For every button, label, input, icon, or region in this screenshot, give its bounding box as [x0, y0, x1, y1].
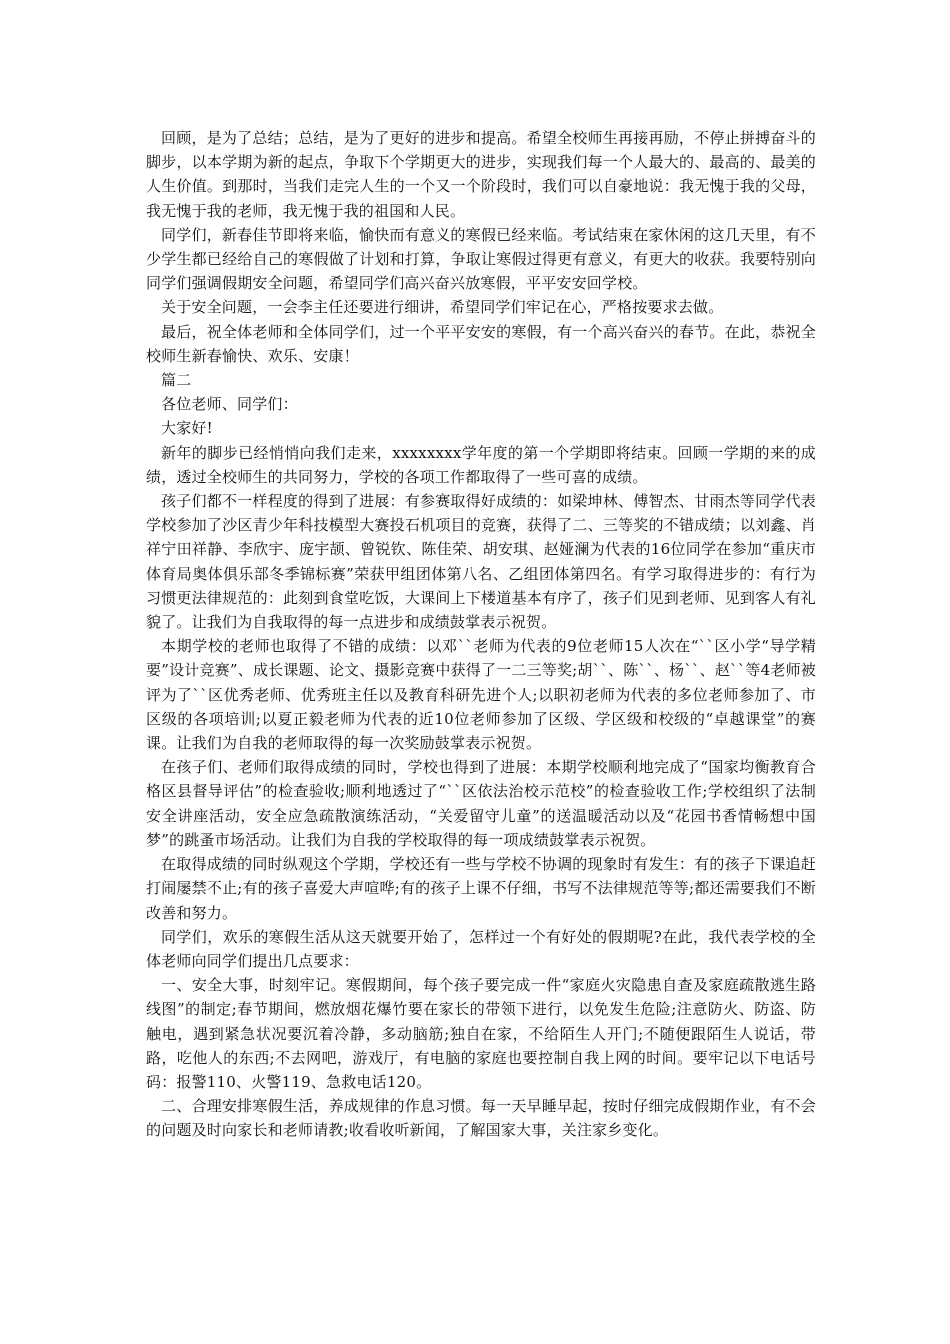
greeting: 大家好!: [161, 419, 213, 438]
paragraph-teacher-achievements: 本期学校的老师也取得了不错的成绩：以邓``老师为代表的9位老师15人次在“``区小学“导学精要”设计竞赛”、成长课题、论文、摄影竞赛中获得了一二三等奖;胡``、陈``、杨``、赵``等4老师被评为了``区优秀老师、优秀班主任以及教育科研先进个人;以职初老师为代表的多位老师参加了、市区级的各项培训;以夏正毅老师为代表的近10位老师参加了区级、学区级和校级的“卓越课堂”的赛课。让我们为自我的老师取得的每一次奖励鼓掌表示祝贺。: [146, 637, 816, 753]
paragraph-student-progress: 孩子们都不一样程度的得到了进展：有参赛取得好成绩的：如梁坤林、傅智杰、甘雨杰等同学代表学校参加了沙区青少年科技模型大赛投石机项目的竞赛，获得了二、三等奖的不错成绩；以刘鑫、肖祥宁田祥静、李欣宇、庞宇颉、曾锐钦、陈佳荣、胡安琪、赵娅澜为代表的16位同学在参加“重庆市体育局奥体俱乐部冬季锦标赛”荣获甲组团体第八名、乙组团体第四名。有学习取得进步的：有行为习惯更法律规范的：此刻到食堂吃饭，大课间上下楼道基本有序了，孩子们见到老师、见到客人有礼貌了。让我们为自我取得的每一点进步和成绩鼓掌表示祝贺。: [146, 492, 816, 632]
paragraph-safety-note: 关于安全问题，一会李主任还要进行细讲，希望同学们牢记在心，严格按要求去做。: [161, 298, 724, 317]
paragraph-requirement-schedule: 二、合理安排寒假生活，养成规律的作息习惯。每一天早睡早起，按时仔细完成假期作业，有不会的问题及时向家长和老师请教;收看收听新闻，了解国家大事，关注家乡变化。: [146, 1097, 816, 1140]
paragraph-winter-break: 同学们，新春佳节即将来临，愉快而有意义的寒假已经来临。考试结束在家休闲的这几天里，有不少学生都已经给自己的寒假做了计划和打算，争取让寒假过得更有意义，有更大的收获。我要特别向同学们强调假期安全问题，希望同学们高兴奋兴放寒假，平平安安回学校。: [146, 225, 816, 293]
paragraph-problems: 在取得成绩的同时纵观这个学期，学校还有一些与学校不协调的现象时有发生：有的孩子下课追赶打闹屡禁不止;有的孩子喜爱大声喧哗;有的孩子上课不仔细，书写不法律规范等等;都还需要我们不断改善和努力。: [146, 855, 816, 922]
salutation: 各位老师、同学们：: [161, 395, 298, 414]
document-page: [146, 126, 816, 1143]
paragraph-requirements-intro: 同学们，欢乐的寒假生活从这天就要开始了，怎样过一个有好处的假期呢?在此，我代表学校的全体老师向同学们提出几点要求：: [146, 927, 816, 970]
paragraph-new-year: 新年的脚步已经悄悄向我们走来，xxxxxxxx学年度的第一个学期即将结束。回顾一学期的来的成绩，透过全校师生的共同努力，学校的各项工作都取得了一些可喜的成绩。: [146, 443, 816, 486]
paragraph-school-progress: 在孩子们、老师们取得成绩的同时，学校也得到了进展：本期学校顺利地完成了“国家均衡教育合格区县督导评估”的检查验收;顺利地透过了“``区依法治校示范校”的检查验收工作;学校组织了法制安全讲座活动，安全应急疏散演练活动，“关爱留守儿童”的送温暖活动以及“花园书香情畅想中国梦”的跳蚤市场活动。让我们为自我的学校取得的每一项成绩鼓掌表示祝贺。: [146, 758, 816, 849]
paragraph-review: 回顾，是为了总结；总结，是为了更好的进步和提高。希望全校师生再接再励，不停止拼搏奋斗的脚步，以本学期为新的起点，争取下个学期更大的进步，实现我们每一个人最大的、最高的、最美的人生价值。到那时，当我们走完人生的一个又一个阶段时，我们可以自豪地说：我无愧于我的父母，我无愧于我的老师，我无愧于我的祖国和人民。: [146, 129, 816, 220]
paragraph-closing-wishes: 最后，祝全体老师和全体同学们，过一个平平安安的寒假，有一个高兴奋兴的春节。在此，恭祝全校师生新春愉快、欢乐、安康！: [146, 322, 816, 365]
section-heading-part-two: 篇二: [161, 371, 192, 390]
paragraph-requirement-safety: 一、安全大事，时刻牢记。寒假期间，每个孩子要完成一件“家庭火灾隐患自查及家庭疏散逃生路线图”的制定;春节期间，燃放烟花爆竹要在家长的带领下进行，以免发生危险;注意防火、防盗、防触电，遇到紧急状况要沉着冷静，多动脑筋;独自在家，不给陌生人开门;不随便跟陌生人说话，带路，吃他人的东西;不去网吧，游戏厅，有电脑的家庭也要控制自我上网的时间。要牢记以下电话号码：报警110、火警119、急救电话120。: [146, 976, 816, 1091]
